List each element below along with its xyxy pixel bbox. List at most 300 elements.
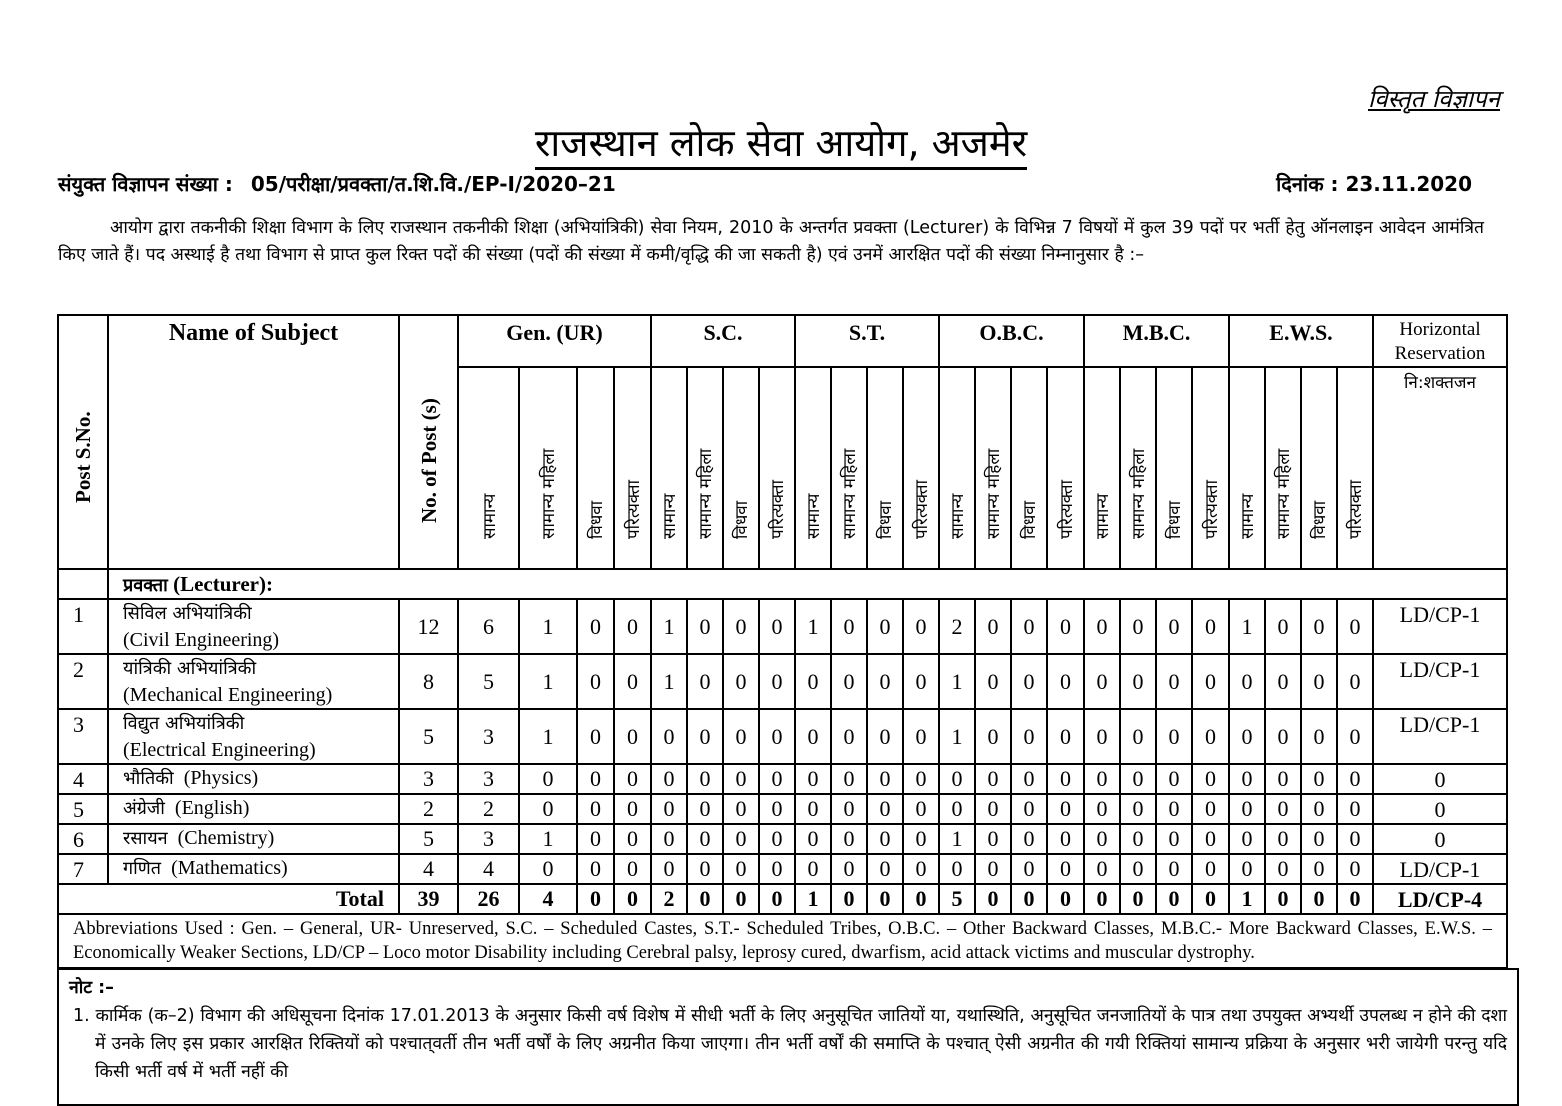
reservation-value-cell: 0 <box>1337 709 1373 764</box>
table-row <box>58 854 1507 884</box>
header-group-ews: E.W.S. <box>1229 315 1373 367</box>
advertisement-line <box>58 170 1478 197</box>
reservation-value-cell: 1 <box>651 599 687 654</box>
reservation-value-cell: 0 <box>1265 654 1301 709</box>
reservation-value-cell: 0 <box>1229 709 1265 764</box>
horizontal-reservation-cell: 0 <box>1373 794 1507 824</box>
reservation-value-cell: 0 <box>614 599 651 654</box>
abbreviations-text: Abbreviations Used : Gen. – General, UR- Unreserved, S.C. – Scheduled Castes, S.T.- Scheduled Tribes, O.B.C. – Other Backward Classes, M.B.C.- More Backward Classes, E.W.S. – Economically Weaker Sections, LD/CP – Loco motor Disability including Cerebral palsy, leprosy cured, dwarfism, acid attack victims and muscular dystrophy. <box>58 914 1507 968</box>
subheader-cell <box>1265 367 1301 569</box>
reservation-value-cell: 4 <box>458 854 519 884</box>
reservation-value-cell: 0 <box>759 654 795 709</box>
reservation-value-cell: 0 <box>1047 599 1084 654</box>
subject-cell <box>108 794 399 824</box>
reservation-value-cell: 0 <box>614 794 651 824</box>
reservation-value-cell: 0 <box>1192 854 1229 884</box>
reservation-value-cell: 0 <box>723 599 759 654</box>
reservation-value-cell: 1 <box>519 709 577 764</box>
reservation-value-cell: 0 <box>975 599 1011 654</box>
posts-count-cell: 8 <box>399 654 458 709</box>
horizontal-reservation-cell: LD/CP-1 <box>1373 709 1507 764</box>
total-value-cell: 0 <box>614 884 651 914</box>
subject-cell <box>108 599 399 654</box>
reservation-value-cell: 0 <box>867 709 903 764</box>
reservation-value-cell: 0 <box>795 764 831 794</box>
reservation-value-cell: 0 <box>1301 794 1337 824</box>
post-sno-cell: 4 <box>58 764 108 794</box>
reservation-value-cell: 0 <box>1337 599 1373 654</box>
reservation-value-cell: 0 <box>1192 794 1229 824</box>
reservation-value-cell: 0 <box>519 794 577 824</box>
reservation-value-cell: 5 <box>458 654 519 709</box>
subheader-label: विधवा <box>1310 500 1330 539</box>
total-value-cell: 0 <box>1084 884 1120 914</box>
subject-name-en: (Civil Engineering) <box>123 629 280 651</box>
subheader-label: विधवा <box>876 500 896 539</box>
reservation-value-cell: 0 <box>687 764 723 794</box>
document-type-label: विस्तृत विज्ञापन <box>1368 85 1500 113</box>
subject-cell <box>108 709 399 764</box>
total-value-cell: 1 <box>795 884 831 914</box>
reservation-value-cell: 0 <box>614 854 651 884</box>
total-value-cell: 0 <box>1156 884 1192 914</box>
reservation-value-cell: 0 <box>1047 824 1084 854</box>
reservation-value-cell: 0 <box>723 764 759 794</box>
subheader-label: विधवा <box>1020 500 1040 539</box>
reservation-value-cell: 0 <box>1301 764 1337 794</box>
section-label <box>108 569 1507 599</box>
reservation-value-cell: 0 <box>1047 764 1084 794</box>
header-no-of-posts: No. of Post (s) <box>399 315 458 569</box>
reservation-value-cell: 0 <box>1337 654 1373 709</box>
reservation-value-cell: 0 <box>1337 794 1373 824</box>
reservation-value-cell: 0 <box>1047 654 1084 709</box>
reservation-value-cell: 0 <box>1229 654 1265 709</box>
reservation-value-cell: 1 <box>795 599 831 654</box>
reservation-value-cell: 0 <box>831 854 867 884</box>
table-body <box>58 569 1507 968</box>
subheader-cell <box>1301 367 1337 569</box>
subject-cell <box>108 764 399 794</box>
header-group-gen: Gen. (UR) <box>458 315 651 367</box>
reservation-value-cell: 0 <box>1265 824 1301 854</box>
reservation-value-cell: 0 <box>1047 854 1084 884</box>
subheader-cell <box>831 367 867 569</box>
reservation-value-cell: 0 <box>867 654 903 709</box>
subheader-label: परित्यक्ता <box>912 479 932 539</box>
subheader-label: सामान्य महिला <box>984 448 1004 539</box>
reservation-value-cell: 0 <box>687 794 723 824</box>
reservation-value-cell: 0 <box>1301 654 1337 709</box>
reservation-value-cell: 0 <box>614 709 651 764</box>
reservation-value-cell: 0 <box>1192 654 1229 709</box>
total-value-cell: 1 <box>1229 884 1265 914</box>
reservation-value-cell: 0 <box>577 794 614 824</box>
reservation-value-cell: 0 <box>795 854 831 884</box>
reservation-value-cell: 0 <box>939 794 975 824</box>
subheader-label: विधवा <box>586 500 607 539</box>
reservation-value-cell: 0 <box>1192 764 1229 794</box>
reservation-value-cell: 0 <box>1229 794 1265 824</box>
reservation-value-cell: 0 <box>519 854 577 884</box>
reservation-value-cell: 0 <box>1156 654 1192 709</box>
header-subject: Name of Subject <box>108 315 399 569</box>
header-horizontal-reservation: Horizontal Reservation <box>1373 315 1507 367</box>
reservation-value-cell: 0 <box>867 854 903 884</box>
reservation-value-cell: 0 <box>1337 854 1373 884</box>
posts-count-cell: 3 <box>399 764 458 794</box>
reservation-value-cell: 0 <box>939 764 975 794</box>
reservation-value-cell: 0 <box>1156 794 1192 824</box>
reservation-value-cell: 1 <box>519 824 577 854</box>
reservation-value-cell: 0 <box>867 599 903 654</box>
reservation-value-cell: 2 <box>458 794 519 824</box>
subheader-cell <box>1011 367 1047 569</box>
reservation-value-cell: 0 <box>1120 794 1156 824</box>
reservation-value-cell: 0 <box>759 599 795 654</box>
reservation-value-cell: 0 <box>687 599 723 654</box>
posts-count-cell: 5 <box>399 824 458 854</box>
reservation-value-cell: 0 <box>1011 709 1047 764</box>
post-sno-cell: 2 <box>58 654 108 709</box>
subheader-label: सामान्य <box>660 493 680 539</box>
subheader-cell <box>1120 367 1156 569</box>
reservation-value-cell: 0 <box>577 824 614 854</box>
reservation-value-cell: 0 <box>975 654 1011 709</box>
subject-cell <box>108 824 399 854</box>
reservation-value-cell: 2 <box>939 599 975 654</box>
subject-name-hi: यांत्रिकी अभियांत्रिकी <box>123 658 257 679</box>
subheader-label: परित्यक्ता <box>623 479 644 539</box>
post-sno-cell: 3 <box>58 709 108 764</box>
reservation-value-cell: 0 <box>1011 654 1047 709</box>
reservation-value-cell: 0 <box>903 709 939 764</box>
reservation-value-cell: 0 <box>1120 599 1156 654</box>
subheader-cell <box>795 367 831 569</box>
reservation-value-cell: 0 <box>1120 824 1156 854</box>
reservation-value-cell: 0 <box>1084 794 1120 824</box>
subheader-label: परित्यक्ता <box>1346 479 1366 539</box>
total-value-cell: 5 <box>939 884 975 914</box>
note-heading: नोट :– <box>69 978 114 998</box>
reservation-value-cell: 0 <box>759 709 795 764</box>
reservation-value-cell: 0 <box>939 854 975 884</box>
subheader-cell <box>903 367 939 569</box>
reservation-value-cell: 0 <box>1011 764 1047 794</box>
reservation-value-cell: 0 <box>1301 824 1337 854</box>
reservation-value-cell: 0 <box>1011 599 1047 654</box>
reservation-value-cell: 0 <box>1156 599 1192 654</box>
posts-count-cell: 12 <box>399 599 458 654</box>
subheader-label: सामान्य महिला <box>840 448 860 539</box>
subject-cell <box>108 854 399 884</box>
total-value-cell: 0 <box>1265 884 1301 914</box>
post-sno-cell: 1 <box>58 599 108 654</box>
header-horizontal-sub: नि:शक्तजन <box>1373 367 1507 569</box>
reservation-value-cell: 0 <box>903 794 939 824</box>
total-value-cell: 0 <box>1011 884 1047 914</box>
organization-title-text: राजस्थान लोक सेवा आयोग, अजमेर <box>535 121 1027 170</box>
reservation-value-cell: 0 <box>614 654 651 709</box>
reservation-value-cell: 0 <box>831 764 867 794</box>
reservation-value-cell: 0 <box>975 764 1011 794</box>
reservation-value-cell: 1 <box>939 824 975 854</box>
section-label-en: (Lecturer): <box>173 571 273 596</box>
reservation-value-cell: 0 <box>903 599 939 654</box>
table-row <box>58 764 1507 794</box>
subheader-label: सामान्य महिला <box>539 448 559 539</box>
reservation-value-cell: 0 <box>1156 824 1192 854</box>
horizontal-reservation-cell: LD/CP-1 <box>1373 599 1507 654</box>
reservation-value-cell: 0 <box>903 824 939 854</box>
subheader-cell <box>1084 367 1120 569</box>
subheader-cell <box>687 367 723 569</box>
reservation-value-cell: 0 <box>1265 709 1301 764</box>
reservation-value-cell: 0 <box>759 764 795 794</box>
reservation-value-cell: 0 <box>1192 709 1229 764</box>
subheader-label: सामान्य <box>479 493 500 539</box>
horizontal-reservation-cell: LD/CP-1 <box>1373 854 1507 884</box>
reservation-value-cell: 0 <box>1229 764 1265 794</box>
vacancy-table <box>57 314 1508 969</box>
reservation-value-cell: 0 <box>759 824 795 854</box>
reservation-value-cell: 0 <box>614 764 651 794</box>
reservation-value-cell: 0 <box>1084 764 1120 794</box>
reservation-value-cell: 0 <box>795 794 831 824</box>
header-group-sc: S.C. <box>651 315 795 367</box>
reservation-value-cell: 0 <box>1156 764 1192 794</box>
total-value-cell: 4 <box>519 884 577 914</box>
table-row <box>58 709 1507 764</box>
reservation-value-cell: 3 <box>458 709 519 764</box>
reservation-value-cell: 0 <box>867 794 903 824</box>
subheader-cell <box>651 367 687 569</box>
posts-count-cell: 2 <box>399 794 458 824</box>
total-value-cell: 26 <box>458 884 519 914</box>
total-value-cell: 0 <box>867 884 903 914</box>
subheader-cell <box>1156 367 1192 569</box>
reservation-value-cell: 0 <box>651 709 687 764</box>
total-posts-cell: 39 <box>399 884 458 914</box>
reservation-value-cell: 0 <box>759 794 795 824</box>
reservation-value-cell: 0 <box>687 824 723 854</box>
reservation-value-cell: 6 <box>458 599 519 654</box>
reservation-value-cell: 0 <box>519 764 577 794</box>
reservation-value-cell: 0 <box>577 854 614 884</box>
subject-name-hi: अंग्रेजी <box>123 798 165 819</box>
subheader-label: विधवा <box>732 500 752 539</box>
reservation-value-cell: 0 <box>1084 854 1120 884</box>
reservation-value-cell: 0 <box>867 824 903 854</box>
reservation-value-cell: 0 <box>723 709 759 764</box>
reservation-value-cell: 0 <box>1192 824 1229 854</box>
table-row <box>58 794 1507 824</box>
subheader-label: विधवा <box>1165 500 1185 539</box>
intro-paragraph: आयोग द्वारा तकनीकी शिक्षा विभाग के लिए राजस्थान तकनीकी शिक्षा (अभियांत्रिकी) सेवा नियम, 2010 के अन्तर्गत प्रवक्ता (Lecturer) के विभिन्न 7 विषयों में कुल 39 पदों पर भर्ती हेतु ऑनलाइन आवेदन आमंत्रित किए जाते हैं। पद अस्थाई है तथा विभाग से प्राप्त कुल रिक्त पदों की संख्या (पदों की संख्या में कमी/वृद्धि की जा सकती है) एवं उनमें आरक्षित पदों की संख्या निम्नानुसार है :– <box>58 218 1484 265</box>
reservation-value-cell: 0 <box>1120 709 1156 764</box>
subheader-cell <box>519 367 577 569</box>
subject-name-en: (Chemistry) <box>177 827 275 849</box>
total-value-cell: 0 <box>1120 884 1156 914</box>
reservation-value-cell: 0 <box>831 794 867 824</box>
subject-name-hi: रसायन <box>123 828 168 849</box>
subheader-label: सामान्य <box>1093 493 1113 539</box>
note-box <box>57 968 1519 1106</box>
reservation-value-cell: 0 <box>1120 854 1156 884</box>
section-row <box>58 569 1507 599</box>
reservation-value-cell: 0 <box>831 709 867 764</box>
total-row <box>58 884 1507 914</box>
header-group-obc: O.B.C. <box>939 315 1084 367</box>
reservation-value-cell: 0 <box>723 854 759 884</box>
post-sno-cell: 5 <box>58 794 108 824</box>
reservation-value-cell: 0 <box>1084 824 1120 854</box>
subject-cell <box>108 654 399 709</box>
post-sno-cell: 6 <box>58 824 108 854</box>
reservation-value-cell: 0 <box>795 709 831 764</box>
subheader-cell <box>975 367 1011 569</box>
reservation-value-cell: 0 <box>1192 599 1229 654</box>
reservation-value-cell: 0 <box>1337 764 1373 794</box>
subheader-cell <box>867 367 903 569</box>
subheader-cell <box>759 367 795 569</box>
reservation-value-cell: 1 <box>519 599 577 654</box>
subheader-cell <box>1337 367 1373 569</box>
subheader-cell <box>1229 367 1265 569</box>
reservation-value-cell: 1 <box>519 654 577 709</box>
total-value-cell: 0 <box>687 884 723 914</box>
reservation-value-cell: 1 <box>939 709 975 764</box>
reservation-value-cell: 0 <box>1265 599 1301 654</box>
reservation-value-cell: 1 <box>1229 599 1265 654</box>
subject-name-en: (Physics) <box>183 767 259 789</box>
subheader-label: परित्यक्ता <box>1201 479 1222 539</box>
reservation-value-cell: 0 <box>1301 709 1337 764</box>
subheader-cell <box>939 367 975 569</box>
reservation-value-cell: 0 <box>975 709 1011 764</box>
total-value-cell: 0 <box>1192 884 1229 914</box>
reservation-value-cell: 0 <box>723 794 759 824</box>
reservation-value-cell: 0 <box>759 854 795 884</box>
reservation-value-cell: 0 <box>687 854 723 884</box>
reservation-value-cell: 0 <box>975 854 1011 884</box>
reservation-value-cell: 0 <box>1084 599 1120 654</box>
reservation-value-cell: 0 <box>903 764 939 794</box>
total-value-cell: 0 <box>577 884 614 914</box>
reservation-value-cell: 0 <box>1301 854 1337 884</box>
header-post-sno: Post S.No. <box>58 315 108 569</box>
reservation-value-cell: 0 <box>687 654 723 709</box>
post-sno-cell: 7 <box>58 854 108 884</box>
horizontal-reservation-cell: 0 <box>1373 764 1507 794</box>
subheader-label: सामान्य महिला <box>1129 448 1149 539</box>
subheader-label: सामान्य महिला <box>1274 448 1294 539</box>
reservation-value-cell: 0 <box>975 824 1011 854</box>
reservation-value-cell: 0 <box>795 654 831 709</box>
reservation-value-cell: 0 <box>577 764 614 794</box>
reservation-value-cell: 0 <box>577 709 614 764</box>
header-group-st: S.T. <box>795 315 939 367</box>
reservation-value-cell: 0 <box>1229 824 1265 854</box>
reservation-value-cell: 3 <box>458 764 519 794</box>
subject-name-en: (English) <box>174 797 250 819</box>
subheader-label: सामान्य <box>804 493 824 539</box>
total-value-cell: 0 <box>975 884 1011 914</box>
organization-title <box>0 116 1562 168</box>
reservation-value-cell: 0 <box>1337 824 1373 854</box>
reservation-value-cell: 0 <box>795 824 831 854</box>
reservation-value-cell: 0 <box>1156 854 1192 884</box>
note-paragraph-1: 1. कार्मिक (क–2) विभाग की अधिसूचना दिनांक 17.01.2013 के अनुसार किसी वर्ष विशेष में सीधी भर्ती के लिए अनुसूचित जातियों या, यथास्थिति, अनुसूचित जनजातियों के पात्र तथा उपयुक्त अभ्यर्थी उपलब्ध न होने की दशा में उनके लिए इस प्रकार आरक्षित रिक्तियों को पश्चात्‌वर्ती तीन भर्ती वर्षों के लिए अग्रनीत किया जाएगा। तीन भर्ती वर्षों की समाप्ति के पश्चात्‌ ऐसी अग्रनीत की गयी रिक्तियां सामान्य प्रक्रिया के अनुसार भरी जायेगी परन्तु यदि किसी भर्ती वर्ष में भर्ती नहीं की <box>73 1006 1507 1082</box>
subheader-label: सामान्य <box>948 493 968 539</box>
subheader-cell <box>614 367 651 569</box>
table-header <box>58 315 1507 569</box>
subject-name-hi: गणित <box>123 858 162 879</box>
reservation-value-cell: 0 <box>975 794 1011 824</box>
reservation-value-cell: 0 <box>723 824 759 854</box>
subheader-label: परित्यक्ता <box>768 479 788 539</box>
reservation-value-cell: 3 <box>458 824 519 854</box>
subject-name-en: (Mechanical Engineering) <box>123 684 333 706</box>
total-value-cell: 0 <box>831 884 867 914</box>
total-value-cell: 0 <box>723 884 759 914</box>
abbreviations-row <box>58 914 1507 968</box>
subheader-cell <box>577 367 614 569</box>
subheader-label: परित्यक्ता <box>1056 479 1077 539</box>
total-horizontal-cell: LD/CP-4 <box>1373 884 1507 914</box>
posts-count-cell: 5 <box>399 709 458 764</box>
reservation-value-cell: 0 <box>867 764 903 794</box>
total-value-cell: 0 <box>903 884 939 914</box>
posts-count-cell: 4 <box>399 854 458 884</box>
advertisement-date: दिनांक : 23.11.2020 <box>1276 172 1472 196</box>
reservation-value-cell: 0 <box>1229 854 1265 884</box>
reservation-value-cell: 0 <box>831 824 867 854</box>
total-value-cell: 2 <box>651 884 687 914</box>
reservation-value-cell: 0 <box>577 654 614 709</box>
reservation-value-cell: 0 <box>723 654 759 709</box>
reservation-value-cell: 1 <box>651 654 687 709</box>
reservation-value-cell: 0 <box>614 824 651 854</box>
total-label: Total <box>58 884 399 914</box>
subheader-cell <box>723 367 759 569</box>
subheader-cell <box>458 367 519 569</box>
reservation-value-cell: 0 <box>1084 654 1120 709</box>
reservation-value-cell: 0 <box>1047 794 1084 824</box>
reservation-value-cell: 0 <box>1120 654 1156 709</box>
subject-name-en: (Mathematics) <box>171 857 288 879</box>
subheader-cell <box>1047 367 1084 569</box>
header-group-mbc: M.B.C. <box>1084 315 1229 367</box>
advertisement-number: 05/परीक्षा/प्रवक्ता/त.शि.वि./EP-I/2020–21 <box>250 172 616 196</box>
reservation-value-cell: 0 <box>1265 854 1301 884</box>
subject-name-hi: सिविल अभियांत्रिकी <box>123 603 252 624</box>
reservation-value-cell: 0 <box>1011 794 1047 824</box>
table-row <box>58 824 1507 854</box>
section-blank-cell <box>58 569 108 599</box>
horizontal-reservation-cell: 0 <box>1373 824 1507 854</box>
reservation-value-cell: 0 <box>651 854 687 884</box>
reservation-value-cell: 0 <box>831 654 867 709</box>
reservation-value-cell: 1 <box>939 654 975 709</box>
table-row <box>58 599 1507 654</box>
reservation-value-cell: 0 <box>831 599 867 654</box>
reservation-value-cell: 0 <box>687 709 723 764</box>
reservation-value-cell: 0 <box>651 764 687 794</box>
subject-name-hi: विद्युत अभियांत्रिकी <box>123 713 245 734</box>
subheader-label: सामान्य महिला <box>696 448 716 539</box>
advertisement-number-label: संयुक्त विज्ञापन संख्या : <box>58 172 233 196</box>
